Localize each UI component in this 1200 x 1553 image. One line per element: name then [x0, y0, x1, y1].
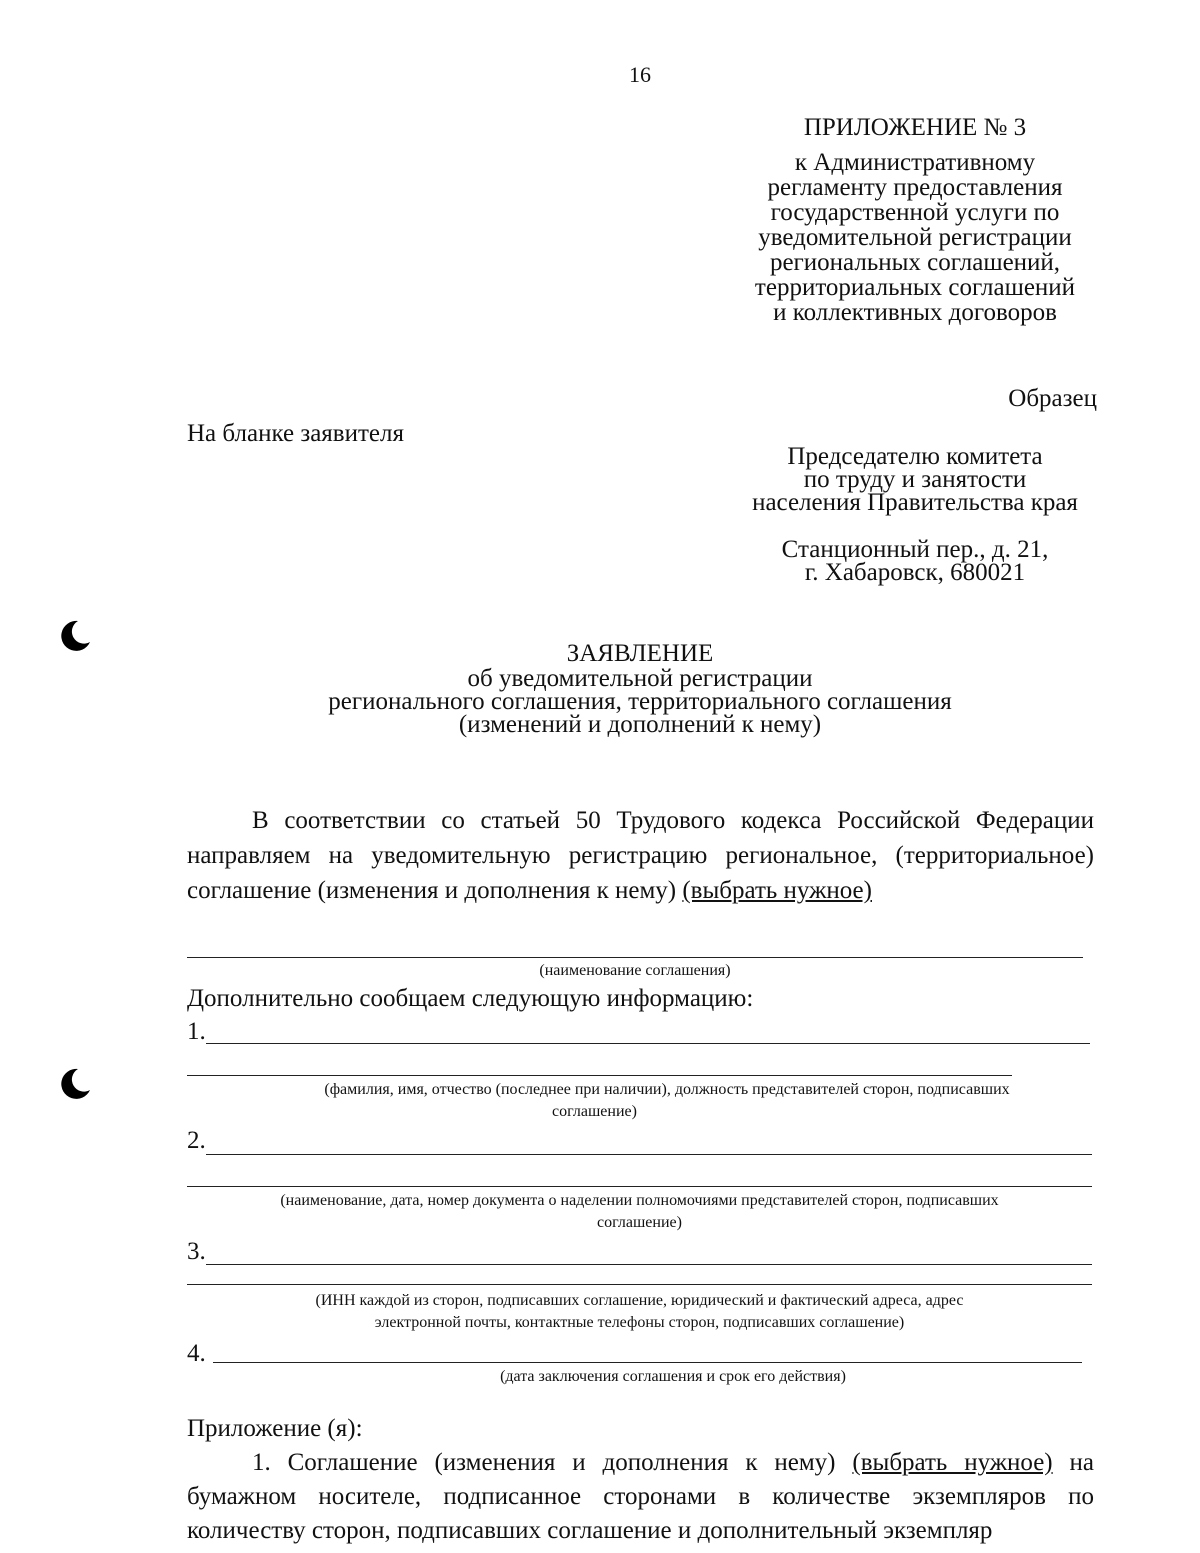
field-3-line-2[interactable] [187, 1284, 1092, 1285]
document-title: ЗАЯВЛЕНИЕ [566, 640, 714, 667]
addressee-line: по труду и занятости [803, 466, 1027, 493]
attachment-text: 1. Соглашение (изменения и дополнения к нему) [252, 1449, 836, 1476]
field-4-line[interactable] [213, 1362, 1082, 1363]
caption-line: (фамилия, имя, отчество (последнее при наличии), должность представителей сторон, подписавших [324, 1081, 1010, 1098]
subtitle-line: об уведомительной регистрации [467, 665, 813, 692]
address-block [740, 538, 1090, 584]
caption-line: (ИНН каждой из сторон, подписавших соглашение, юридический и фактический адреса, адрес [315, 1292, 964, 1309]
field-number: 3. [187, 1238, 206, 1265]
appendix-line: к Административному [794, 149, 1036, 176]
caption-line: электронной почты, контактные телефоны сторон, подписавших соглашение) [374, 1314, 905, 1331]
additional-info-label: Дополнительно сообщаем следующую информацию: [187, 985, 754, 1012]
blank-label: На бланке заявителя [187, 420, 404, 447]
address-line: Станционный пер., д. 21, [781, 536, 1049, 563]
sample-label: Образец [1008, 385, 1097, 412]
field-2-caption [187, 1190, 1092, 1234]
addressee-line: Председателю комитета [787, 443, 1043, 470]
punch-hole-mark [56, 1066, 92, 1102]
addressee-line: населения Правительства края [752, 489, 1078, 516]
attachment-item-1 [187, 1446, 1094, 1548]
attachment-text-cont: на бумажном носителе, подписанное сторонами в количестве экземпляров по количеству сторон, подписавших соглашение и дополнительный экземпляр [187, 1449, 1095, 1544]
appendix-line: уведомительной регистрации [758, 224, 1072, 251]
appendix-line: территориальных соглашений [754, 274, 1076, 301]
caption-line: соглашение) [552, 1103, 637, 1120]
appendix-line: государственной услуги по [770, 199, 1060, 226]
caption-line: (наименование, дата, номер документа о наделении полномочиями представителей сторон, подписавших [280, 1192, 999, 1209]
appendix-title: ПРИЛОЖЕНИЕ № 3 [803, 114, 1027, 141]
field-number: 2. [187, 1127, 206, 1154]
agreement-name-caption: (наименование соглашения) [539, 962, 731, 979]
field-1-line[interactable] [206, 1043, 1090, 1044]
caption-line: (дата заключения соглашения и срок его действия) [500, 1368, 846, 1385]
field-3-line[interactable] [206, 1264, 1092, 1265]
field-number: 1. [187, 1018, 206, 1045]
address-line: г. Хабаровск, 680021 [804, 559, 1026, 586]
body-paragraph [187, 803, 1094, 908]
body-text: В соответствии со статьей 50 Трудового кодекса Российской Федерации направляем на уведомительную регистрацию региональное, (территориальное) соглашение (изменения и дополнения к нему) [187, 807, 1094, 904]
field-2-line[interactable] [206, 1154, 1092, 1155]
page-number: 16 [629, 62, 651, 87]
field-1-caption [187, 1079, 1147, 1123]
field-1-line-2[interactable] [187, 1075, 1012, 1076]
choose-needed-note: (выбрать нужное) [852, 1449, 1053, 1476]
subtitle-line: (изменений и дополнений к нему) [458, 711, 822, 738]
appendix-line: региональных соглашений, [769, 249, 1061, 276]
field-4-caption [213, 1366, 1133, 1388]
field-3-caption [187, 1290, 1092, 1334]
addressee-block [720, 445, 1110, 514]
field-number: 4. [187, 1340, 206, 1367]
subtitle-line: регионального соглашения, территориального соглашения [328, 688, 952, 715]
attachments-label: Приложение (я): [187, 1415, 363, 1442]
appendix-line: регламенту предоставления [767, 174, 1063, 201]
choose-needed-note: (выбрать нужное) [682, 877, 872, 904]
appendix-subtitle [720, 150, 1110, 325]
field-2-line-2[interactable] [187, 1186, 1092, 1187]
caption-line: соглашение) [597, 1214, 682, 1231]
document-subtitle [0, 667, 1200, 736]
appendix-line: и коллективных договоров [773, 299, 1057, 326]
agreement-name-line[interactable] [187, 957, 1083, 958]
